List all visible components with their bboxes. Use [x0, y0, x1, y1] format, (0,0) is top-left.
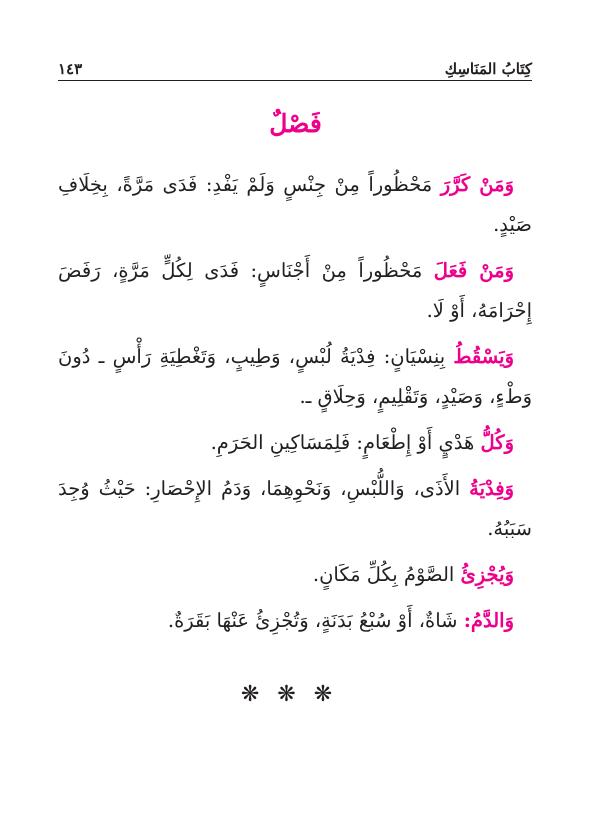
paragraph — [58, 165, 532, 245]
paragraph — [58, 469, 532, 549]
paragraph-lead: وَيَسْقُطُ — [453, 345, 514, 368]
paragraph-text: شَاةٌ، أَوْ سُبْعُ بَدَنَةٍ، وَتُجْزِئُ عَنْهَا بَقَرَةٌ. — [167, 609, 464, 632]
paragraph-lead: وَفِدْيَةُ — [469, 477, 514, 500]
section-heading: فَصْلٌ — [269, 109, 322, 138]
paragraph-lead: وَمَنْ فَعَلَ — [433, 259, 514, 282]
paragraph — [58, 555, 532, 595]
paragraph — [58, 601, 532, 641]
page-number: ١٤٣ — [58, 60, 83, 78]
paragraph — [58, 251, 532, 331]
body-text — [58, 165, 532, 647]
running-title: كِتَابُ المَنَاسِكِ — [444, 60, 532, 78]
header-rule — [58, 80, 532, 81]
paragraph-lead: وَمَنْ كَرَّرَ — [440, 173, 514, 196]
section-end-ornament: ❋❋❋ — [240, 682, 351, 707]
paragraph-text: مَحْظُوراً مِنْ جِنْسٍ وَلَمْ يَفْدِ: فَدَى مَرَّةً، بِخِلَافِ صَيْدٍ. — [58, 173, 532, 236]
paragraph-text: هَدْيٍ أَوْ إِطْعَامٍ: فَلِمَسَاكِينِ الحَرَمِ. — [210, 431, 481, 454]
paragraph-text: الأَذَى، وَاللُّبْسِ، وَنَحْوِهِمَا، وَدَمُ الإِحْصَارِ: حَيْثُ وُجِدَ سَبَبُهُ. — [58, 477, 532, 540]
paragraph — [58, 423, 532, 463]
paragraph-lead: وَالدَّمُ: — [463, 609, 514, 632]
paragraph-lead: وَيُجْزِئُ — [460, 563, 514, 586]
paragraph-text: مَحْظُوراً مِنْ أَجْنَاسٍ: فَدَى لِكُلٍّ مَرَّةٍ، رَفَضَ إِحْرَامَهُ، أَوْ لَا. — [58, 259, 532, 322]
paragraph-text: الصَّوْمُ بِكُلِّ مَكَانٍ. — [312, 563, 461, 586]
page-header — [58, 50, 532, 80]
paragraph — [58, 337, 532, 417]
paragraph-lead: وَكُلُّ — [480, 431, 514, 454]
paragraph-text: بِنِسْيَانٍ: فِدْيَةُ لُبْسٍ، وَطِيبٍ، وَتَغْطِيَةِ رَأْسٍ ـ دُونَ وَطْءٍ، وَصَيْدٍ، وَتَقْلِيمٍ، وَحِلَاقٍ ـ. — [58, 345, 532, 408]
